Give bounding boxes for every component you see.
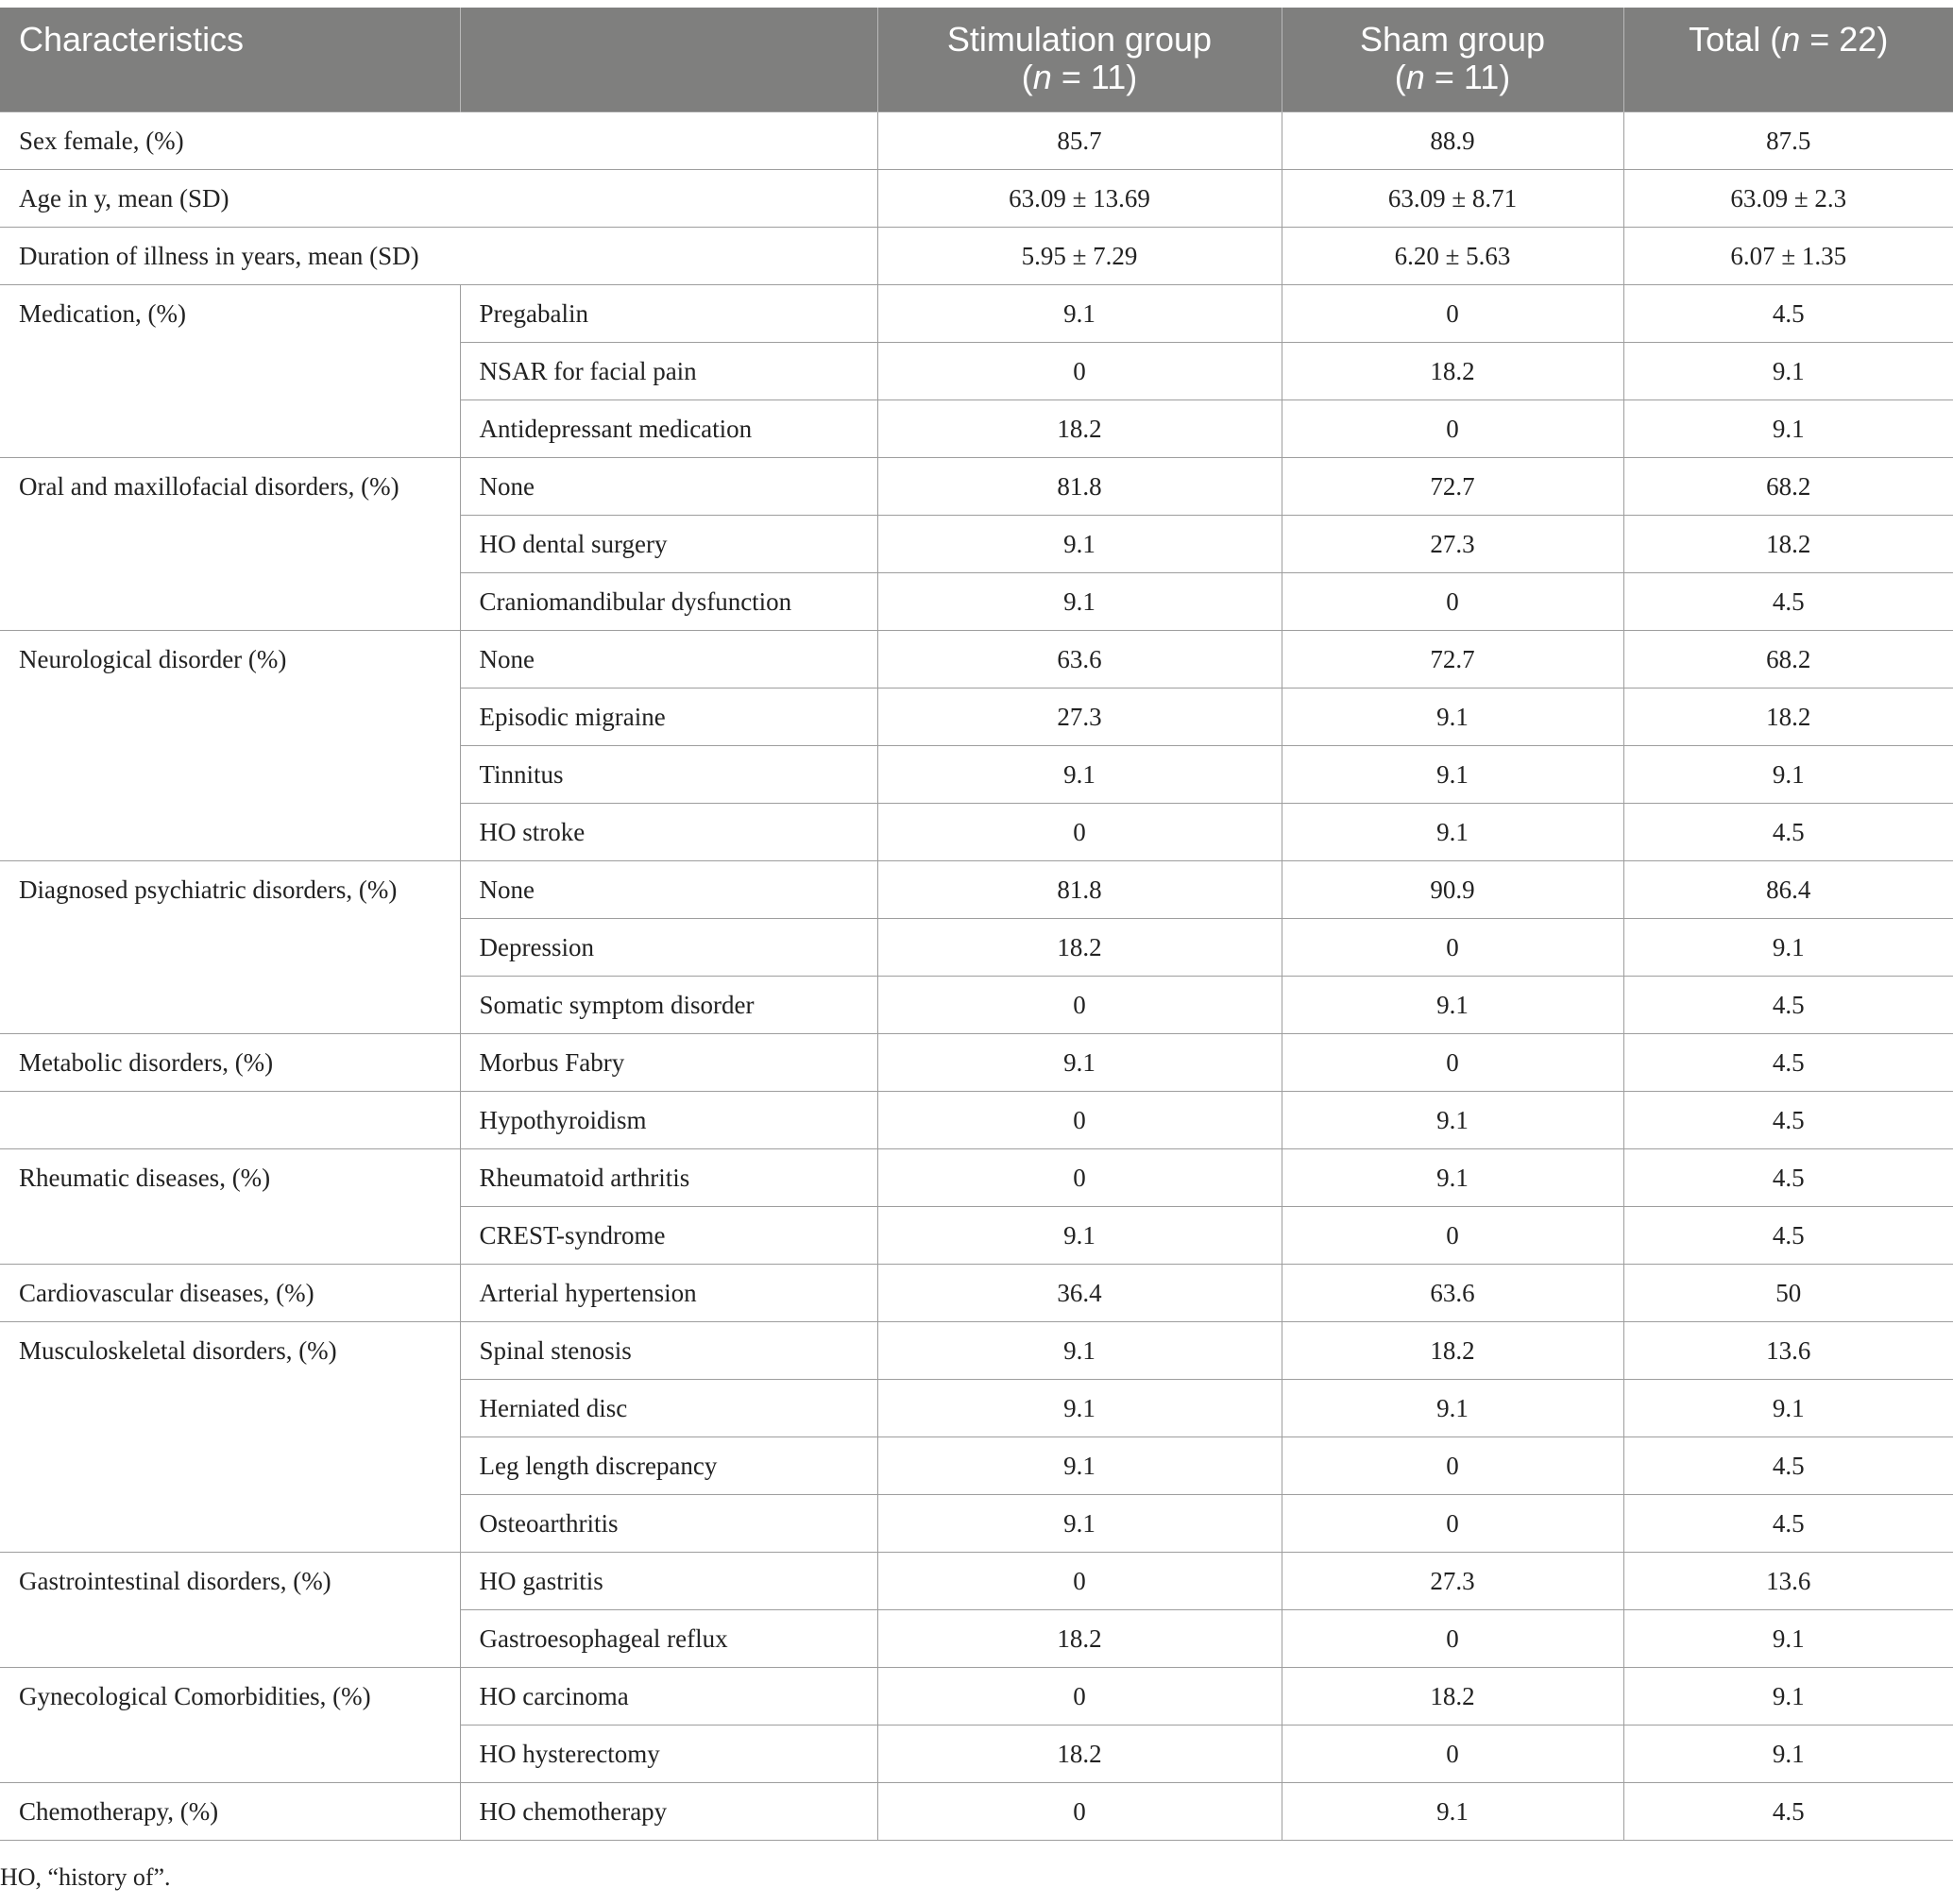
row-label: Age in y, mean (SD)	[0, 170, 877, 228]
table-row	[0, 1092, 1953, 1149]
subcategory-cell: None	[460, 631, 877, 688]
stim-value: 9.1	[877, 746, 1282, 804]
sham-value: 9.1	[1282, 688, 1623, 746]
total-value: 9.1	[1623, 1668, 1953, 1726]
total-value: 4.5	[1623, 1149, 1953, 1207]
total-value: 4.5	[1623, 1495, 1953, 1553]
header-total: Total (n = 22)	[1623, 8, 1953, 112]
table-row	[0, 228, 1953, 285]
category-cell	[0, 1092, 460, 1149]
category-cell: Metabolic disorders, (%)	[0, 1034, 460, 1092]
stim-value: 0	[877, 1553, 1282, 1610]
sham-value: 63.6	[1282, 1265, 1623, 1322]
category-cell: Medication, (%)	[0, 285, 460, 458]
stim-value: 0	[877, 1783, 1282, 1841]
table-footnote: HO, “history of”.	[0, 1863, 171, 1891]
subcategory-cell: Episodic migraine	[460, 688, 877, 746]
sham-value: 9.1	[1282, 1149, 1623, 1207]
total-value: 9.1	[1623, 1726, 1953, 1783]
sham-value: 0	[1282, 573, 1623, 631]
stim-value: 9.1	[877, 1207, 1282, 1265]
stim-value: 63.09 ± 13.69	[877, 170, 1282, 228]
subcategory-cell: Morbus Fabry	[460, 1034, 877, 1092]
stim-value: 36.4	[877, 1265, 1282, 1322]
stim-value: 27.3	[877, 688, 1282, 746]
stim-value: 0	[877, 804, 1282, 861]
sham-value: 63.09 ± 8.71	[1282, 170, 1623, 228]
total-value: 9.1	[1623, 919, 1953, 977]
subcategory-cell: HO dental surgery	[460, 516, 877, 573]
stim-value: 0	[877, 1668, 1282, 1726]
total-value: 4.5	[1623, 573, 1953, 631]
characteristics-table	[0, 8, 1953, 1841]
stim-value: 0	[877, 343, 1282, 400]
subcategory-cell: Depression	[460, 919, 877, 977]
total-value: 9.1	[1623, 746, 1953, 804]
sham-value: 9.1	[1282, 977, 1623, 1034]
stim-value: 9.1	[877, 1034, 1282, 1092]
total-value: 87.5	[1623, 112, 1953, 170]
header-row	[0, 8, 1953, 112]
subcategory-cell: Spinal stenosis	[460, 1322, 877, 1380]
sham-value: 0	[1282, 1034, 1623, 1092]
total-value: 63.09 ± 2.3	[1623, 170, 1953, 228]
row-label: Sex female, (%)	[0, 112, 877, 170]
subcategory-cell: Arterial hypertension	[460, 1265, 877, 1322]
sham-value: 9.1	[1282, 1380, 1623, 1437]
header-sham-group: Sham group (n = 11)	[1282, 8, 1623, 112]
category-cell: Cardiovascular diseases, (%)	[0, 1265, 460, 1322]
stim-value: 85.7	[877, 112, 1282, 170]
stim-value: 9.1	[877, 1380, 1282, 1437]
subcategory-cell: None	[460, 458, 877, 516]
stim-value: 18.2	[877, 400, 1282, 458]
stim-value: 18.2	[877, 919, 1282, 977]
total-value: 4.5	[1623, 1783, 1953, 1841]
table-row	[0, 1322, 1953, 1380]
stim-value: 9.1	[877, 1437, 1282, 1495]
sham-value: 6.20 ± 5.63	[1282, 228, 1623, 285]
category-cell: Gynecological Comorbidities, (%)	[0, 1668, 460, 1783]
subcategory-cell: HO carcinoma	[460, 1668, 877, 1726]
total-value: 4.5	[1623, 1437, 1953, 1495]
table-row	[0, 285, 1953, 343]
sham-value: 9.1	[1282, 1783, 1623, 1841]
total-value: 4.5	[1623, 1034, 1953, 1092]
category-cell: Diagnosed psychiatric disorders, (%)	[0, 861, 460, 1034]
total-value: 4.5	[1623, 804, 1953, 861]
sham-value: 0	[1282, 285, 1623, 343]
category-cell: Oral and maxillofacial disorders, (%)	[0, 458, 460, 631]
table-row	[0, 458, 1953, 516]
table-row	[0, 631, 1953, 688]
total-value: 68.2	[1623, 458, 1953, 516]
sham-value: 18.2	[1282, 343, 1623, 400]
sham-value: 18.2	[1282, 1322, 1623, 1380]
total-value: 9.1	[1623, 1610, 1953, 1668]
table-row	[0, 1783, 1953, 1841]
table-row	[0, 861, 1953, 919]
stim-value: 9.1	[877, 516, 1282, 573]
sham-value: 0	[1282, 1437, 1623, 1495]
total-value: 13.6	[1623, 1322, 1953, 1380]
subcategory-cell: Hypothyroidism	[460, 1092, 877, 1149]
stim-value: 0	[877, 977, 1282, 1034]
subcategory-cell: Osteoarthritis	[460, 1495, 877, 1553]
total-value: 86.4	[1623, 861, 1953, 919]
table-row	[0, 1149, 1953, 1207]
subcategory-cell: NSAR for facial pain	[460, 343, 877, 400]
sham-value: 0	[1282, 1610, 1623, 1668]
stim-value: 81.8	[877, 861, 1282, 919]
table-row	[0, 170, 1953, 228]
category-cell: Neurological disorder (%)	[0, 631, 460, 861]
sham-value: 0	[1282, 919, 1623, 977]
total-value: 68.2	[1623, 631, 1953, 688]
stim-value: 5.95 ± 7.29	[877, 228, 1282, 285]
total-value: 9.1	[1623, 1380, 1953, 1437]
sham-value: 0	[1282, 1495, 1623, 1553]
total-value: 4.5	[1623, 1092, 1953, 1149]
header-characteristics: Characteristics	[0, 8, 460, 112]
subcategory-cell: HO gastritis	[460, 1553, 877, 1610]
subcategory-cell: Rheumatoid arthritis	[460, 1149, 877, 1207]
total-value: 6.07 ± 1.35	[1623, 228, 1953, 285]
stim-value: 18.2	[877, 1726, 1282, 1783]
stim-value: 0	[877, 1149, 1282, 1207]
subcategory-cell: Gastroesophageal reflux	[460, 1610, 877, 1668]
sham-value: 27.3	[1282, 1553, 1623, 1610]
total-value: 4.5	[1623, 977, 1953, 1034]
subcategory-cell: None	[460, 861, 877, 919]
sham-value: 0	[1282, 1207, 1623, 1265]
subcategory-cell: Antidepressant medication	[460, 400, 877, 458]
stim-value: 9.1	[877, 285, 1282, 343]
total-value: 18.2	[1623, 688, 1953, 746]
sham-value: 18.2	[1282, 1668, 1623, 1726]
stim-value: 9.1	[877, 1495, 1282, 1553]
sham-value: 0	[1282, 1726, 1623, 1783]
category-cell: Chemotherapy, (%)	[0, 1783, 460, 1841]
subcategory-cell: Tinnitus	[460, 746, 877, 804]
stim-value: 0	[877, 1092, 1282, 1149]
stim-value: 63.6	[877, 631, 1282, 688]
category-cell: Gastrointestinal disorders, (%)	[0, 1553, 460, 1668]
subcategory-cell: CREST-syndrome	[460, 1207, 877, 1265]
subcategory-cell: Craniomandibular dysfunction	[460, 573, 877, 631]
header-stimulation-group: Stimulation group (n = 11)	[877, 8, 1282, 112]
category-cell: Rheumatic diseases, (%)	[0, 1149, 460, 1265]
total-value: 50	[1623, 1265, 1953, 1322]
subcategory-cell: HO chemotherapy	[460, 1783, 877, 1841]
total-value: 9.1	[1623, 400, 1953, 458]
table-row	[0, 1265, 1953, 1322]
subcategory-cell: Pregabalin	[460, 285, 877, 343]
stim-value: 18.2	[877, 1610, 1282, 1668]
category-cell: Musculoskeletal disorders, (%)	[0, 1322, 460, 1553]
sham-value: 9.1	[1282, 804, 1623, 861]
stim-value: 81.8	[877, 458, 1282, 516]
sham-value: 90.9	[1282, 861, 1623, 919]
table-row	[0, 112, 1953, 170]
total-value: 9.1	[1623, 343, 1953, 400]
table-row	[0, 1034, 1953, 1092]
stim-value: 9.1	[877, 573, 1282, 631]
row-label: Duration of illness in years, mean (SD)	[0, 228, 877, 285]
sham-value: 9.1	[1282, 1092, 1623, 1149]
total-value: 4.5	[1623, 1207, 1953, 1265]
table-row	[0, 1668, 1953, 1726]
sham-value: 0	[1282, 400, 1623, 458]
total-value: 18.2	[1623, 516, 1953, 573]
subcategory-cell: Herniated disc	[460, 1380, 877, 1437]
sham-value: 72.7	[1282, 631, 1623, 688]
subcategory-cell: HO stroke	[460, 804, 877, 861]
subcategory-cell: Somatic symptom disorder	[460, 977, 877, 1034]
stim-value: 9.1	[877, 1322, 1282, 1380]
subcategory-cell: Leg length discrepancy	[460, 1437, 877, 1495]
total-value: 13.6	[1623, 1553, 1953, 1610]
sham-value: 27.3	[1282, 516, 1623, 573]
table-row	[0, 1553, 1953, 1610]
table-wrapper	[0, 8, 1953, 1841]
sham-value: 72.7	[1282, 458, 1623, 516]
subcategory-cell: HO hysterectomy	[460, 1726, 877, 1783]
sham-value: 88.9	[1282, 112, 1623, 170]
sham-value: 9.1	[1282, 746, 1623, 804]
total-value: 4.5	[1623, 285, 1953, 343]
header-subcategory	[460, 8, 877, 112]
